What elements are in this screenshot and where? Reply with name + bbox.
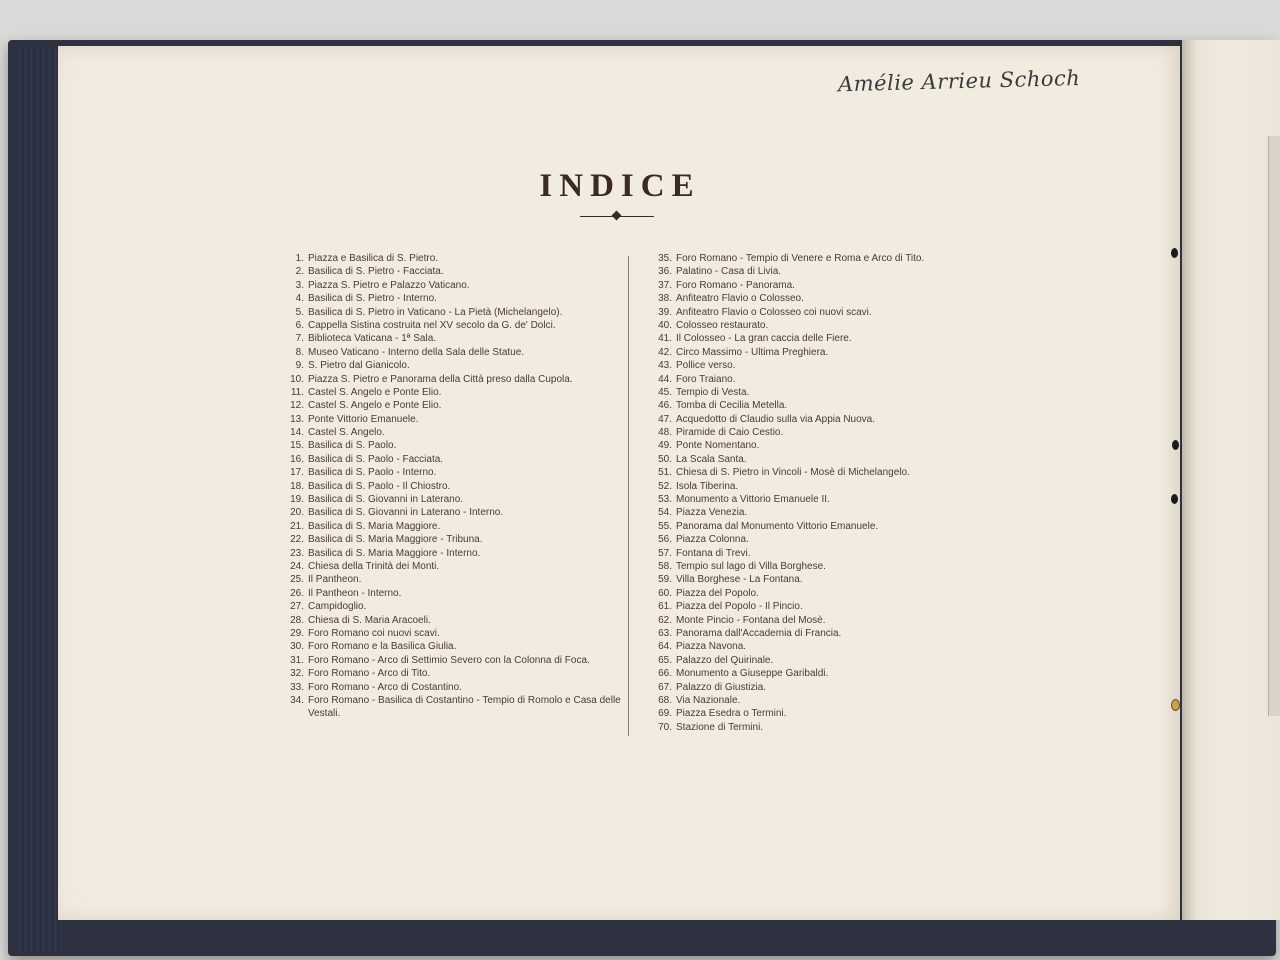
entry-number: 27. bbox=[290, 601, 304, 613]
entry-title: Palatino - Casa di Livia. bbox=[676, 266, 782, 278]
entry-title: Foro Romano - Tempio di Venere e Roma e Arco di Tito. bbox=[676, 253, 925, 264]
entry-title: Basilica di S. Paolo. bbox=[308, 440, 397, 452]
entry-number: 61. bbox=[658, 601, 672, 613]
index-entry bbox=[282, 694, 622, 721]
entry-number: 65. bbox=[658, 654, 672, 666]
entry-number: 6. bbox=[295, 319, 304, 331]
entry-title: Castel S. Angelo. bbox=[308, 427, 385, 439]
handwritten-signature: Amélie Arrieu Schoch bbox=[837, 65, 1081, 97]
entry-number: 36. bbox=[658, 266, 672, 278]
entry-title: Via Nazionale. bbox=[676, 694, 741, 706]
entry-number: 17. bbox=[290, 467, 304, 479]
index-entry bbox=[282, 332, 622, 345]
index-entry bbox=[282, 453, 622, 466]
entry-title: Panorama dall'Accademia di Francia. bbox=[676, 627, 842, 639]
entry-title: Foro Romano - Arco di Costantino. bbox=[308, 681, 462, 693]
entry-title: Piazza e Basilica di S. Pietro. bbox=[308, 253, 439, 264]
index-entry bbox=[282, 493, 622, 506]
entry-number: 62. bbox=[658, 614, 672, 626]
entry-title: Circo Massimo - Ultima Preghiera. bbox=[676, 346, 829, 358]
entry-number: 35. bbox=[658, 253, 672, 264]
entry-title: Palazzo del Quirinale. bbox=[676, 654, 774, 666]
index-entry bbox=[650, 373, 980, 386]
entry-number: 47. bbox=[658, 413, 672, 425]
title-ornament bbox=[580, 212, 654, 222]
entry-title: Monte Pincio - Fontana del Mosè. bbox=[676, 614, 826, 626]
index-entry bbox=[282, 346, 622, 359]
index-entry bbox=[650, 654, 980, 667]
index-entry bbox=[282, 426, 622, 439]
index-entry bbox=[282, 640, 622, 653]
entry-title: Fontana di Trevi. bbox=[676, 547, 751, 559]
entry-number: 16. bbox=[290, 453, 304, 465]
entry-number: 32. bbox=[290, 668, 304, 680]
index-entry bbox=[282, 265, 622, 278]
index-entry bbox=[282, 667, 622, 680]
entry-number: 13. bbox=[290, 413, 304, 425]
entry-title: Il Pantheon. bbox=[308, 574, 362, 586]
entry-title: Piazza del Popolo. bbox=[676, 587, 759, 599]
entry-number: 10. bbox=[290, 373, 304, 385]
index-entry bbox=[650, 721, 980, 734]
entry-title: Anfiteatro Flavio o Colosseo. bbox=[676, 293, 804, 305]
entry-number: 66. bbox=[658, 668, 672, 680]
entry-number: 40. bbox=[658, 319, 672, 331]
entry-title: Basilica di S. Paolo - Il Chiostro. bbox=[308, 480, 451, 492]
index-entry bbox=[650, 547, 980, 560]
index-entry bbox=[282, 614, 622, 627]
entry-number: 37. bbox=[658, 279, 672, 291]
index-entry bbox=[282, 292, 622, 305]
entry-number: 64. bbox=[658, 641, 672, 653]
entry-number: 31. bbox=[290, 654, 304, 666]
index-entry bbox=[650, 359, 980, 372]
entry-title: Castel S. Angelo e Ponte Elio. bbox=[308, 386, 442, 398]
entry-title: Campidoglio. bbox=[308, 601, 367, 613]
index-entry bbox=[650, 426, 980, 439]
entry-number: 50. bbox=[658, 453, 672, 465]
column-divider bbox=[628, 256, 629, 736]
index-column-right bbox=[650, 252, 980, 734]
entry-title: Basilica di S. Maria Maggiore - Interno. bbox=[308, 547, 481, 559]
entry-number: 56. bbox=[658, 534, 672, 546]
entry-title: Foro Romano - Arco di Tito. bbox=[308, 668, 431, 680]
entry-title: Piazza Colonna. bbox=[676, 534, 749, 546]
index-entry bbox=[650, 707, 980, 720]
index-entry bbox=[650, 506, 980, 519]
entry-number: 70. bbox=[658, 721, 672, 733]
index-entry bbox=[650, 319, 980, 332]
index-entry bbox=[650, 520, 980, 533]
entry-number: 34. bbox=[290, 694, 304, 706]
binding-hole bbox=[1171, 248, 1178, 258]
entry-title: Tempio sul lago di Villa Borghese. bbox=[676, 560, 826, 572]
entry-title: Foro Romano - Basilica di Costantino - Tempio di Romolo e Casa delle Vestali. bbox=[308, 694, 621, 720]
entry-title: Piazza S. Pietro e Panorama della Città preso dalla Cupola. bbox=[308, 373, 573, 385]
index-entry bbox=[282, 359, 622, 372]
entry-title: S. Pietro dal Gianicolo. bbox=[308, 360, 410, 372]
index-entry bbox=[282, 573, 622, 586]
entry-number: 8. bbox=[295, 346, 304, 358]
entry-number: 68. bbox=[658, 694, 672, 706]
entry-number: 28. bbox=[290, 614, 304, 626]
entry-title: Basilica di S. Giovanni in Laterano - Interno. bbox=[308, 507, 504, 519]
index-entry bbox=[282, 533, 622, 546]
entry-title: Basilica di S. Maria Maggiore. bbox=[308, 520, 441, 532]
entry-title: Foro Traiano. bbox=[676, 373, 736, 385]
binding-hole bbox=[1171, 494, 1178, 504]
index-entry bbox=[650, 493, 980, 506]
entry-title: Villa Borghese - La Fontana. bbox=[676, 574, 803, 586]
index-entry bbox=[282, 439, 622, 452]
entry-title: Chiesa di S. Maria Aracoeli. bbox=[308, 614, 431, 626]
entry-title: Tempio di Vesta. bbox=[676, 386, 750, 398]
index-entry bbox=[650, 573, 980, 586]
entry-number: 49. bbox=[658, 440, 672, 452]
entry-title: Chiesa della Trinità dei Monti. bbox=[308, 560, 440, 572]
entry-number: 24. bbox=[290, 560, 304, 572]
index-entry bbox=[650, 627, 980, 640]
page-title: INDICE bbox=[539, 168, 701, 204]
index-entry bbox=[650, 252, 980, 265]
entry-number: 20. bbox=[290, 507, 304, 519]
entry-title: Museo Vaticano - Interno della Sala delle Statue. bbox=[308, 346, 525, 358]
entry-title: Basilica di S. Paolo - Interno. bbox=[308, 467, 437, 479]
index-entry bbox=[650, 466, 980, 479]
entry-number: 4. bbox=[295, 293, 304, 305]
entry-number: 48. bbox=[658, 427, 672, 439]
entry-title: Pollice verso. bbox=[676, 360, 736, 372]
entry-number: 39. bbox=[658, 306, 672, 318]
index-entry bbox=[650, 667, 980, 680]
entry-title: Basilica di S. Paolo - Facciata. bbox=[308, 453, 444, 465]
index-entry bbox=[650, 265, 980, 278]
entry-title: Piazza del Popolo - Il Pincio. bbox=[676, 601, 803, 613]
entry-number: 15. bbox=[290, 440, 304, 452]
entry-title: Foro Romano e la Basilica Giulia. bbox=[308, 641, 457, 653]
index-entry bbox=[282, 506, 622, 519]
entry-title: Piramide di Caio Cestio. bbox=[676, 427, 784, 439]
index-entry bbox=[282, 399, 622, 412]
entry-number: 33. bbox=[290, 681, 304, 693]
entry-title: Palazzo di Giustizia. bbox=[676, 681, 767, 693]
entry-title: Foro Romano coi nuovi scavi. bbox=[308, 627, 440, 639]
entry-title: Colosseo restaurato. bbox=[676, 319, 769, 331]
entry-number: 23. bbox=[290, 547, 304, 559]
index-entry bbox=[650, 439, 980, 452]
entry-number: 41. bbox=[658, 333, 672, 345]
entry-number: 1. bbox=[295, 253, 304, 264]
entry-title: Il Colosseo - La gran caccia delle Fiere. bbox=[676, 333, 852, 345]
index-entry bbox=[282, 386, 622, 399]
entry-number: 18. bbox=[290, 480, 304, 492]
entry-number: 11. bbox=[290, 386, 304, 398]
entry-title: Tomba di Cecilia Metella. bbox=[676, 400, 788, 412]
entry-title: Il Pantheon - Interno. bbox=[308, 587, 402, 599]
entry-number: 63. bbox=[658, 627, 672, 639]
index-entry bbox=[282, 560, 622, 573]
entry-number: 9. bbox=[295, 360, 304, 372]
index-entry bbox=[282, 547, 622, 560]
entry-number: 25. bbox=[290, 574, 304, 586]
index-entry bbox=[650, 292, 980, 305]
entry-title: La Scala Santa. bbox=[676, 453, 747, 465]
entry-title: Basilica di S. Pietro in Vaticano - La Pietà (Michelangelo). bbox=[308, 306, 563, 318]
index-entry bbox=[282, 681, 622, 694]
index-entry bbox=[650, 413, 980, 426]
entry-title: Cappella Sistina costruita nel XV secolo da G. de' Dolci. bbox=[308, 319, 556, 331]
index-entry bbox=[282, 627, 622, 640]
entry-number: 38. bbox=[658, 293, 672, 305]
entry-number: 26. bbox=[290, 587, 304, 599]
ornament-diamond bbox=[612, 211, 622, 221]
index-entry bbox=[650, 533, 980, 546]
index-entry bbox=[650, 346, 980, 359]
entry-title: Monumento a Giuseppe Garibaldi. bbox=[676, 668, 829, 680]
index-entry bbox=[282, 520, 622, 533]
index-entry bbox=[282, 600, 622, 613]
entry-number: 46. bbox=[658, 400, 672, 412]
entry-title: Chiesa di S. Pietro in Vincoli - Mosè di Michelangelo. bbox=[676, 467, 910, 479]
entry-title: Foro Romano - Panorama. bbox=[676, 279, 795, 291]
index-entry bbox=[650, 614, 980, 627]
index-entry bbox=[650, 681, 980, 694]
entry-number: 44. bbox=[658, 373, 672, 385]
entry-number: 45. bbox=[658, 386, 672, 398]
index-entry bbox=[282, 587, 622, 600]
entry-title: Piazza Venezia. bbox=[676, 507, 748, 519]
entry-number: 51. bbox=[658, 467, 672, 479]
right-page-edge bbox=[1182, 40, 1280, 920]
entry-title: Piazza Navona. bbox=[676, 641, 747, 653]
entry-number: 52. bbox=[658, 480, 672, 492]
entry-number: 12. bbox=[290, 400, 304, 412]
entry-title: Monumento a Vittorio Emanuele II. bbox=[676, 494, 830, 506]
entry-number: 21. bbox=[290, 520, 304, 532]
entry-number: 53. bbox=[658, 494, 672, 506]
index-entry bbox=[650, 480, 980, 493]
entry-number: 42. bbox=[658, 346, 672, 358]
entry-title: Piazza S. Pietro e Palazzo Vaticano. bbox=[308, 279, 470, 291]
entry-title: Ponte Vittorio Emanuele. bbox=[308, 413, 419, 425]
entry-title: Panorama dal Monumento Vittorio Emanuele. bbox=[676, 520, 879, 532]
entry-number: 3. bbox=[295, 279, 304, 291]
index-entry bbox=[282, 279, 622, 292]
entry-title: Basilica di S. Pietro - Facciata. bbox=[308, 266, 444, 278]
entry-number: 67. bbox=[658, 681, 672, 693]
entry-number: 69. bbox=[658, 708, 672, 720]
entry-number: 7. bbox=[295, 333, 304, 345]
entry-title: Piazza Esedra o Termini. bbox=[676, 708, 787, 720]
index-entry bbox=[282, 252, 622, 265]
entry-title: Basilica di S. Pietro - Interno. bbox=[308, 293, 437, 305]
entry-number: 2. bbox=[295, 266, 304, 278]
index-entry bbox=[650, 694, 980, 707]
index-entry bbox=[282, 654, 622, 667]
index-entry bbox=[650, 279, 980, 292]
index-entry bbox=[650, 640, 980, 653]
entry-title: Acquedotto di Claudio sulla via Appia Nuova. bbox=[676, 413, 876, 425]
index-column-left bbox=[282, 252, 622, 721]
entry-title: Anfiteatro Flavio o Colosseo coi nuovi scavi. bbox=[676, 306, 872, 318]
entry-title: Basilica di S. Giovanni in Laterano. bbox=[308, 494, 464, 506]
binding-hole bbox=[1172, 700, 1179, 710]
entry-number: 59. bbox=[658, 574, 672, 586]
entry-number: 43. bbox=[658, 360, 672, 372]
entry-title: Ponte Nomentano. bbox=[676, 440, 760, 452]
entry-title: Biblioteca Vaticana - 1ª Sala. bbox=[308, 333, 437, 345]
index-entry bbox=[282, 413, 622, 426]
index-entry bbox=[650, 587, 980, 600]
index-entry bbox=[650, 560, 980, 573]
entry-title: Castel S. Angelo e Ponte Elio. bbox=[308, 400, 442, 412]
entry-number: 5. bbox=[295, 306, 304, 318]
entry-number: 55. bbox=[658, 520, 672, 532]
index-entry bbox=[650, 600, 980, 613]
index-entry bbox=[650, 399, 980, 412]
index-entry bbox=[282, 480, 622, 493]
index-entry bbox=[650, 453, 980, 466]
cover-binding bbox=[18, 48, 62, 952]
entry-number: 57. bbox=[658, 547, 672, 559]
index-entry bbox=[282, 319, 622, 332]
photo-edge bbox=[1268, 136, 1280, 716]
index-entry bbox=[282, 373, 622, 386]
index-entry bbox=[650, 386, 980, 399]
index-entry bbox=[282, 466, 622, 479]
entry-number: 29. bbox=[290, 627, 304, 639]
entry-number: 22. bbox=[290, 534, 304, 546]
index-entry bbox=[650, 306, 980, 319]
entry-title: Foro Romano - Arco di Settimio Severo con la Colonna di Foca. bbox=[308, 654, 590, 666]
entry-number: 58. bbox=[658, 560, 672, 572]
entry-number: 54. bbox=[658, 507, 672, 519]
binding-hole bbox=[1172, 440, 1179, 450]
entry-title: Basilica di S. Maria Maggiore - Tribuna. bbox=[308, 534, 483, 546]
entry-number: 14. bbox=[290, 427, 304, 439]
entry-title: Stazione di Termini. bbox=[676, 721, 764, 733]
entry-number: 30. bbox=[290, 641, 304, 653]
entry-number: 19. bbox=[290, 494, 304, 506]
index-entry bbox=[650, 332, 980, 345]
index-entry bbox=[282, 306, 622, 319]
entry-title: Isola Tiberina. bbox=[676, 480, 739, 492]
entry-number: 60. bbox=[658, 587, 672, 599]
